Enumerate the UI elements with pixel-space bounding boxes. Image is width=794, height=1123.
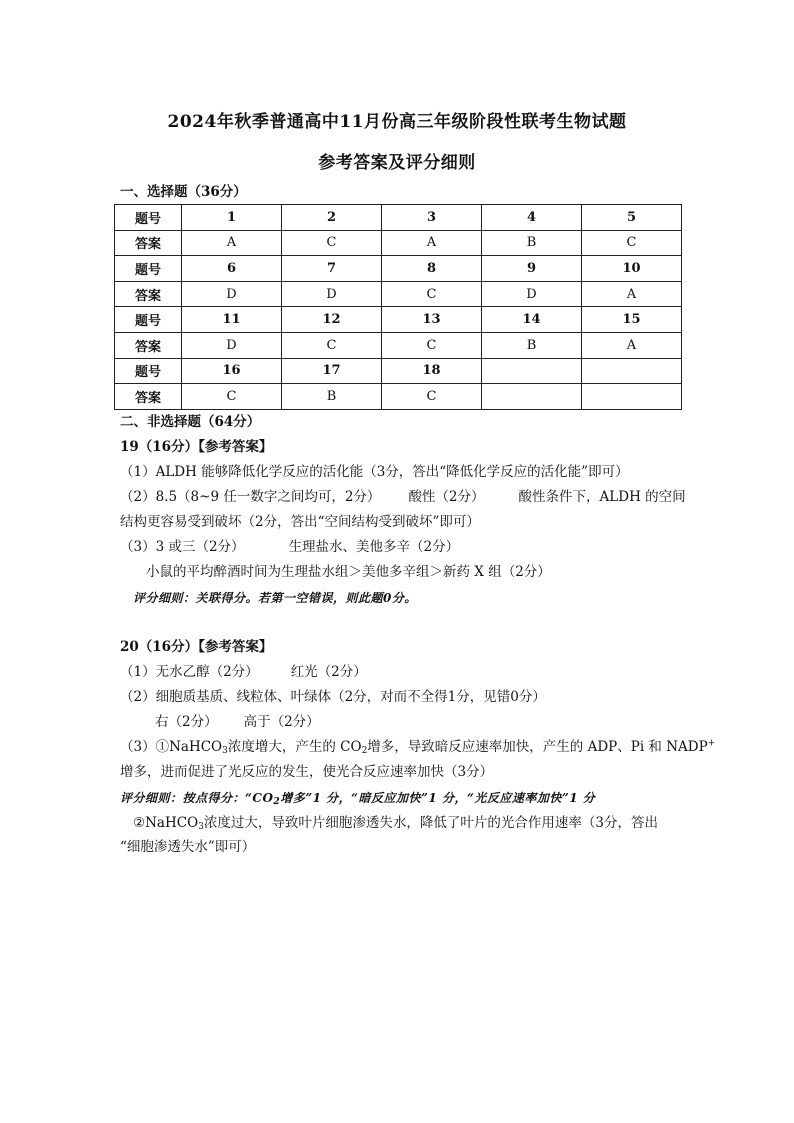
question-number-cell: 16 bbox=[182, 358, 282, 384]
answer-cell: D bbox=[182, 332, 282, 358]
page-subtitle: 参考答案及评分细则 bbox=[318, 153, 476, 173]
answer-cell: C bbox=[182, 384, 282, 410]
answer-cell: A bbox=[182, 230, 282, 256]
question-number-cell: 7 bbox=[282, 256, 382, 282]
answer-cell: C bbox=[582, 230, 682, 256]
answer-table bbox=[114, 204, 682, 410]
question-number-cell bbox=[482, 358, 582, 384]
page-title: 2024年秋季普通高中11月份高三年级阶段性联考生物试题 bbox=[167, 112, 627, 132]
question-number-cell: 2 bbox=[282, 205, 382, 231]
answer-cell: C bbox=[282, 230, 382, 256]
q20-part3-line1: （3）①NaHCO$_3$浓度增大，产生的 $CO_2$增多，导致暗反应速率加快，产生的 ADP、Pi 和 NADP+ bbox=[120, 738, 716, 756]
q20-part2-line2 bbox=[155, 713, 320, 731]
q20-part3-line2: 增多，进而促进了光反应的发生，使光合反应速率加快（3分） bbox=[120, 764, 494, 780]
q19-part2-line1 bbox=[120, 488, 686, 506]
q20-part1-answer2: 红光（2分） bbox=[290, 664, 367, 680]
question-number-row bbox=[115, 358, 682, 384]
q20-part1-answer1: （1）无水乙醇（2分） bbox=[120, 664, 259, 680]
question-number-cell: 14 bbox=[482, 307, 582, 333]
answer-cell bbox=[482, 384, 582, 410]
question-number-cell: 17 bbox=[282, 358, 382, 384]
q20-scoring-note: 评分细则：按点得分：“$CO_2$增多”1 分，“暗反应加快”1 分，“光反应速率加快”1 分 bbox=[120, 791, 596, 807]
answer-cell: A bbox=[582, 332, 682, 358]
question-number-cell: 10 bbox=[582, 256, 682, 282]
answer-cell bbox=[582, 384, 682, 410]
answer-cell: D bbox=[282, 281, 382, 307]
question-number-cell: 13 bbox=[382, 307, 482, 333]
q19-header: 19（16分）【参考答案】 bbox=[120, 439, 273, 455]
question-number-cell: 8 bbox=[382, 256, 482, 282]
answer-cell: C bbox=[382, 384, 482, 410]
q20-part1 bbox=[120, 663, 367, 681]
row-label-answer: 答案 bbox=[115, 281, 182, 307]
question-number-cell: 11 bbox=[182, 307, 282, 333]
q19-part3-answer1: （3）3 或三（2分） bbox=[120, 539, 245, 555]
q20-part2-answer2: 右（2分） bbox=[155, 714, 218, 730]
answer-cell: C bbox=[382, 332, 482, 358]
section2-heading: 二、非选择题（64分） bbox=[120, 414, 261, 430]
q19-part3-line1 bbox=[120, 538, 459, 556]
q20-header: 20（16分）【参考答案】 bbox=[120, 639, 273, 655]
answer-row bbox=[115, 281, 682, 307]
answer-cell: B bbox=[482, 230, 582, 256]
q19-scoring-note: 评分细则：关联得分。若第一空错误，则此题0分。 bbox=[133, 591, 417, 605]
question-number-cell: 1 bbox=[182, 205, 282, 231]
answer-cell: A bbox=[382, 230, 482, 256]
q19-part2-answer1: （2）8.5（8~9 任一数字之间均可，2分） bbox=[120, 489, 381, 505]
answer-row bbox=[115, 332, 682, 358]
row-label-answer: 答案 bbox=[115, 384, 182, 410]
question-number-cell: 9 bbox=[482, 256, 582, 282]
q19-part2-line2: 结构更容易受到破坏（2分，答出“空间结构受到破坏”即可） bbox=[120, 514, 480, 530]
question-number-cell: 12 bbox=[282, 307, 382, 333]
q19-part2-answer2: 酸性（2分） bbox=[408, 489, 485, 505]
q19-part3-answer2: 生理盐水、美他多辛（2分） bbox=[288, 539, 460, 555]
answer-row bbox=[115, 230, 682, 256]
question-number-cell bbox=[582, 358, 682, 384]
question-number-row bbox=[115, 256, 682, 282]
q20-part2-line1: （2）细胞质基质、线粒体、叶绿体（2分，对而不全得1分，见错0分） bbox=[120, 689, 546, 705]
row-label-answer: 答案 bbox=[115, 332, 182, 358]
answer-cell: C bbox=[382, 281, 482, 307]
row-label-question: 题号 bbox=[115, 358, 182, 384]
row-label-question: 题号 bbox=[115, 205, 182, 231]
q20-part3-answer2-line1: ②NaHCO$_3$浓度过大，导致叶片细胞渗透失水，降低了叶片的光合作用速率（3分，答出 bbox=[133, 815, 658, 832]
q19-part3-line2: 小鼠的平均醉酒时间为生理盐水组＞美他多辛组＞新药 X 组（2分） bbox=[146, 564, 551, 580]
answer-cell: D bbox=[482, 281, 582, 307]
question-number-cell: 3 bbox=[382, 205, 482, 231]
row-label-question: 题号 bbox=[115, 256, 182, 282]
question-number-row bbox=[115, 205, 682, 231]
question-number-row bbox=[115, 307, 682, 333]
answer-cell: B bbox=[282, 384, 382, 410]
answer-cell: A bbox=[582, 281, 682, 307]
answer-row bbox=[115, 384, 682, 410]
question-number-cell: 15 bbox=[582, 307, 682, 333]
q20-part3-answer2-line2: “细胞渗透失水”即可） bbox=[120, 839, 256, 855]
answer-cell: B bbox=[482, 332, 582, 358]
section1-heading: 一、选择题（36分） bbox=[120, 184, 247, 200]
q19-part2-answer3: 酸性条件下，ALDH 的空间 bbox=[518, 489, 686, 505]
question-number-cell: 5 bbox=[582, 205, 682, 231]
answer-cell: D bbox=[182, 281, 282, 307]
row-label-question: 题号 bbox=[115, 307, 182, 333]
row-label-answer: 答案 bbox=[115, 230, 182, 256]
q20-part2-answer3: 高于（2分） bbox=[243, 714, 320, 730]
q19-part1: （1）ALDH 能够降低化学反应的活化能（3分，答出“降低化学反应的活化能”即可） bbox=[120, 464, 629, 480]
question-number-cell: 4 bbox=[482, 205, 582, 231]
answer-cell: C bbox=[282, 332, 382, 358]
question-number-cell: 18 bbox=[382, 358, 482, 384]
question-number-cell: 6 bbox=[182, 256, 282, 282]
